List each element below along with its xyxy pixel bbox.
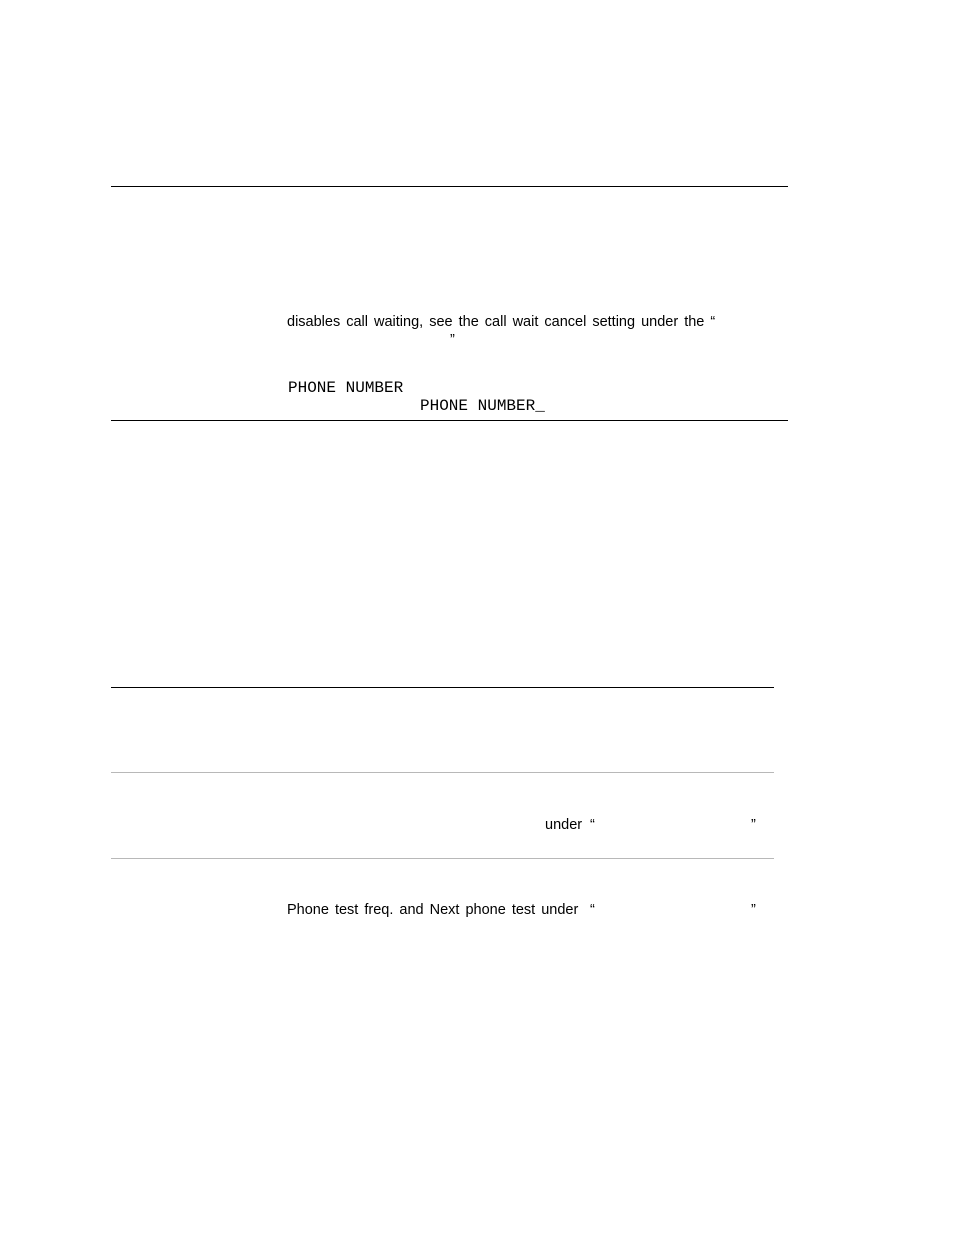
under-open-quote: “ [590, 817, 595, 833]
phone-test-text: Phone test freq. and Next phone test under [287, 902, 579, 918]
divider-table-top [111, 772, 774, 773]
call-wait-cancel-text: disables call waiting, see the call wait cancel setting under the “ [287, 314, 716, 330]
divider-middle [111, 687, 774, 688]
divider-top [111, 186, 788, 187]
phone-number-label: PHONE NUMBER [288, 379, 404, 397]
phone-test-close-quote: ” [751, 902, 756, 918]
divider-after-phone-number [111, 420, 788, 421]
under-close-quote: ” [751, 817, 756, 833]
phone-number-entry: PHONE NUMBER_ [420, 397, 545, 415]
under-text: under [545, 817, 583, 833]
phone-test-open-quote: “ [590, 902, 595, 918]
divider-table-row [111, 858, 774, 859]
call-wait-close-quote: ” [450, 332, 455, 348]
